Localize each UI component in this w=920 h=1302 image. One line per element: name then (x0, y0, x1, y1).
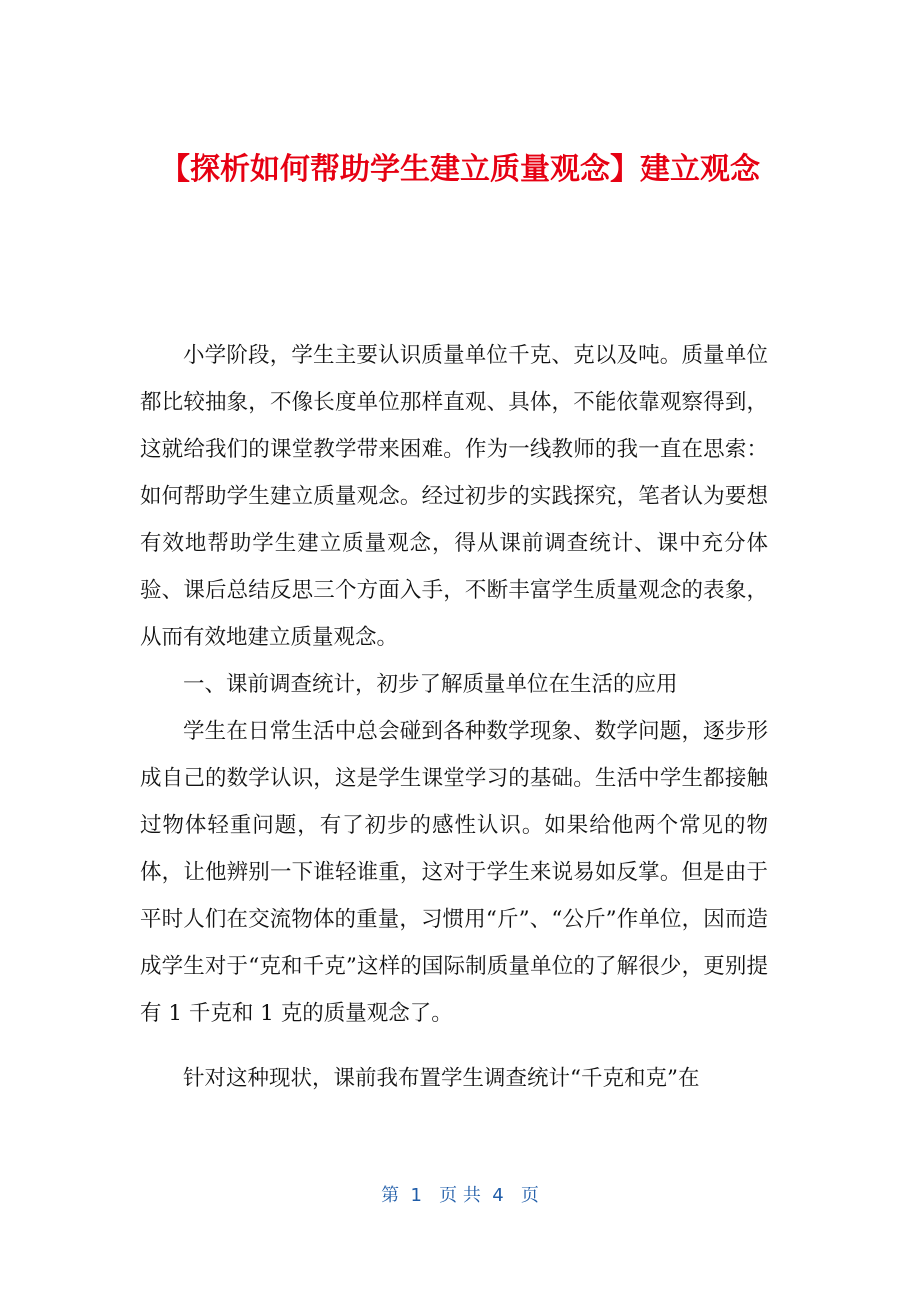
paragraph-intro: 小学阶段，学生主要认识质量单位千克、克以及吨。质量单位都比较抽象，不像长度单位那样直观、具体，不能依靠观察得到，这就给我们的课堂教学带来困难。作为一线教师的我一直在思索：如何帮助学生建立质量观念。经过初步的实践探究，笔者认为要想有效地帮助学生建立质量观念，得从课前调查统计、课中充分体验、课后总结反思三个方面入手，不断丰富学生质量观念的表象，从而有效地建立质量观念。 (140, 343, 768, 650)
page-number-footer: 第 1 页 共 4 页 (381, 1185, 539, 1206)
section-heading-1: 一、课前调查统计，初步了解质量单位在生活的应用 (183, 672, 678, 697)
paragraph-section-1: 学生在日常生活中总会碰到各种数学现象、数学问题，逐步形成自己的数学认识，这是学生课堂学习的基础。生活中学生都接触过物体轻重问题，有了初步的感性认识。如果给他两个常见的物体，让他辨别一下谁轻谁重，这对于学生来说易如反掌。但是由于平时人们在交流物体的重量，习惯用“斤”、“公斤”作单位，因而造成学生对于“克和千克”这样的国际制质量单位的了解很少，更别提有 1 千克和 1 克的质量观念了。 (140, 719, 768, 1026)
document-body (140, 332, 768, 1102)
paragraph-continued: 针对这种现状，课前我布置学生调查统计“千克和克”在 (183, 1066, 700, 1091)
document-title: 【探析如何帮助学生建立质量观念】建立观念 (160, 152, 760, 187)
